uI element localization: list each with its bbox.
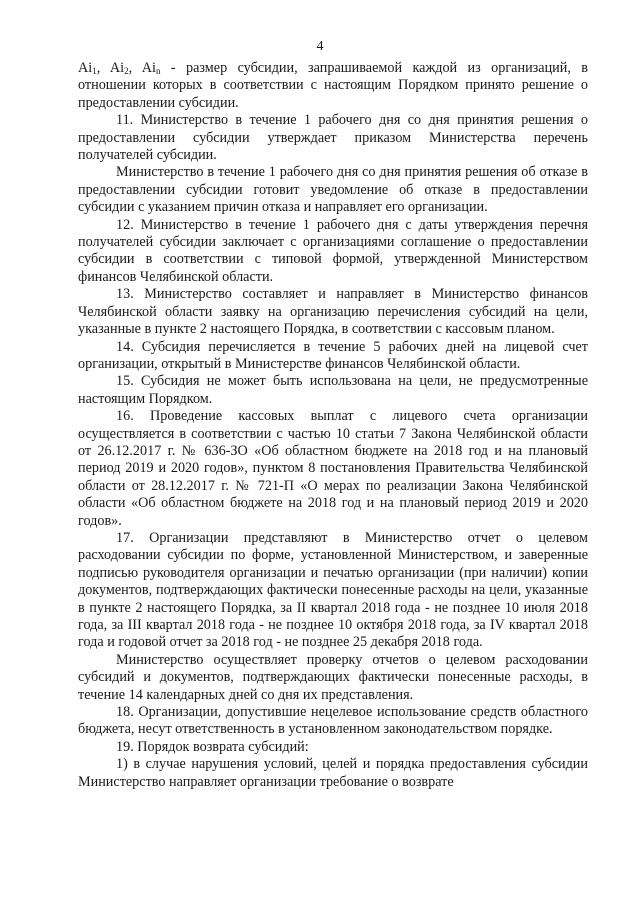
intro-ai1: Ai (78, 60, 93, 76)
paragraph-11-refusal: Министерство в течение 1 рабочего дня со дня принятия решения об отказе в предоставлении субсидии готовит уведомление об отказе в предоставлении субсидии с указанием причин отказа и направляет его организации. (78, 164, 588, 216)
intro-ai2-subscript: 2 (124, 66, 129, 76)
paragraph-17: 17. Организации представляют в Министерство отчет о целевом расходовании субсидии по форме, установленной Министерством, и заверенные подписью руководителя организации и печатью организации (при наличии) копии документов, подтверждающих фактически понесенные расходы на цели, указанные в пункте 2 настоящего Порядка, за II квартал 2018 года - не позднее 10 июля 2018 года, за III квартал 2018 года - не позднее 10 октября 2018 года, за IV квартал 2018 года и годовой отчет за 2018 год - не позднее 25 декабря 2018 года. (78, 529, 588, 651)
intro-ain: Ai (141, 60, 156, 76)
intro-sep1: , (96, 60, 110, 76)
intro-text: - размер субсидии, запрашиваемой каждой из организаций, в отношении которых в соответствии с настоящим Порядком принято решение о предоставлении субсидии. (78, 60, 589, 111)
paragraph-12: 12. Министерство в течение 1 рабочего дня с даты утверждения перечня получателей субсидии заключает с организациями соглашение о предоставлении субсидии в соответствии с типовой формой, утвержденной Министерством финансов Челябинской области. (78, 216, 588, 285)
intro-ai1-subscript: 1 (92, 66, 97, 76)
intro-ai2: Ai (109, 60, 125, 76)
page-number: 4 (316, 39, 324, 54)
paragraph-14: 14. Субсидия перечисляется в течение 5 рабочих дней на лицевой счет организации, открытый в Министерстве финансов Челябинской области. (78, 338, 588, 372)
paragraph-11: 11. Министерство в течение 1 рабочего дня со дня принятия решения о предоставлении субсидии утверждает приказом Министерства перечень получателей субсидии. (78, 112, 588, 164)
paragraph-19: 19. Порядок возврата субсидий: (116, 738, 309, 755)
intro-sep2: , (128, 60, 142, 76)
paragraph-intro (78, 60, 588, 112)
paragraph-17-verification: Министерство осуществляет проверку отчетов о целевом расходовании субсидий и документов, подтверждающих фактически понесенные расходы, в течение 14 календарных дней со дня их представления. (78, 651, 588, 703)
paragraph-13: 13. Министерство составляет и направляет в Министерство финансов Челябинской области заявку на организацию перечисления субсидий на цели, указанные в пункте 2 настоящего Порядка, в соответствии с кассовым планом. (78, 286, 588, 338)
paragraph-19-item-1: 1) в случае нарушения условий, целей и порядка предоставления субсидии Министерство направляет организации требование о возврате (78, 756, 588, 790)
intro-ain-subscript: n (155, 66, 161, 76)
document-body (78, 60, 588, 791)
paragraph-16: 16. Проведение кассовых выплат с лицевого счета организации осуществляется в соответствии с частью 10 статьи 7 Закона Челябинской области от 26.12.2017 г. № 636-ЗО «Об областном бюджете на 2018 год и на плановый период 2019 и 2020 годов», пунктом 8 постановления Правительства Челябинской области от 28.12.2017 г. № 721-П «О мерах по реализации Закона Челябинской области «Об областном бюджете на 2018 год и на плановый период 2019 и 2020 годов». (78, 408, 588, 529)
paragraph-18: 18. Организации, допустившие нецелевое использование средств областного бюджета, несут ответственность в установленном законодательством порядке. (78, 704, 588, 738)
paragraph-15: 15. Субсидия не может быть использована на цели, не предусмотренные настоящим Порядком. (78, 373, 588, 407)
